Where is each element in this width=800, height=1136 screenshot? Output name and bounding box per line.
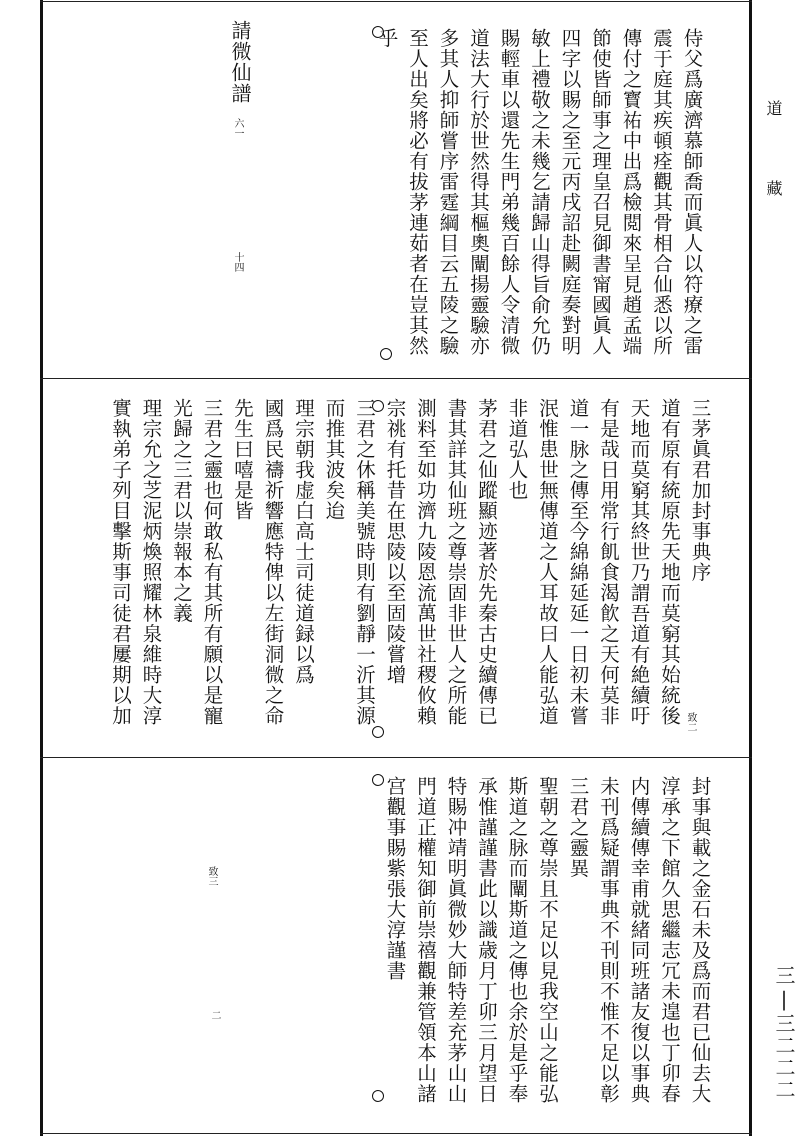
text-column: 四字以賜之至元丙戌詔赴闕庭奏對明: [558, 28, 582, 356]
circle-marker: [380, 348, 392, 360]
panel-lower-small-b: 二: [209, 1010, 220, 1020]
margin-header-top: 道: [764, 100, 783, 116]
panel-upper-page-small: 十四: [232, 252, 243, 272]
text-column: 未刊爲疑謂事典不刊則不惟不足以彰: [597, 776, 620, 1104]
bottom-rule: [40, 1133, 752, 1134]
text-column: 斯道之脉而闡斯道之傳也余於是乎奉: [505, 776, 529, 1104]
text-column: 泯惟患世無傳道之人耳故曰人能弘道: [536, 398, 559, 726]
divider-upper: [40, 378, 752, 379]
circle-marker: [372, 400, 384, 412]
text-column: 實執弟子列目擊斯事司徒君屢期以加: [109, 398, 132, 726]
text-column: 測料至如功濟九陵恩流萬世社稷攸賴: [414, 398, 437, 726]
margin-header-bottom: 藏: [764, 180, 783, 196]
text-column: 内傳續傳幸甫就緒同班諸友復以事典: [627, 776, 651, 1104]
text-column: 理宗朝我虚白高士司徒道録以爲: [292, 398, 315, 685]
text-column: 賜輕車以還先生門弟幾百餘人令清微: [497, 28, 521, 356]
circle-marker: [372, 726, 384, 738]
text-column: 書其詳其仙班之尊崇固非世人之所能: [444, 398, 468, 726]
text-column: 承惟謹謹書此以識歳月丁卯三月望日: [475, 776, 498, 1104]
text-column: 多其人抑師嘗序雷霆綱目云五陵之驗: [436, 28, 460, 356]
text-column: 敏上禮敬之未幾乞請歸山得旨俞允仍: [528, 28, 551, 356]
text-column: 有是哉日用常行飢食渴飮之天何莫非: [597, 398, 620, 726]
panel-upper-sub: 六一: [232, 118, 243, 138]
circle-marker: [372, 26, 384, 38]
text-column: 傳付之寳祐中出爲檢閲來呈見趙孟端: [619, 28, 643, 356]
text-column: 節使皆師事之理皇召見御書甯國眞人: [589, 28, 612, 356]
panel-lower-small-a: 致三: [206, 866, 217, 886]
text-column: 乎: [375, 28, 399, 49]
panel-middle-small: 致二: [685, 712, 696, 732]
text-column: 門道正權知御前崇禧觀兼管領本山諸: [414, 776, 437, 1104]
page-number: 三|三二二二: [772, 965, 796, 1101]
text-column: 宗祧有托昔在思陵以至固陵嘗增: [383, 398, 407, 685]
text-column: 而推其波矣迨: [322, 398, 346, 521]
text-column: 非道弘人也: [505, 398, 529, 501]
top-rule: [40, 1, 752, 2]
text-column: 三君之靈異: [566, 776, 590, 879]
text-column: 茅君之仙蹤顯迹著於先秦古史續傳已: [475, 398, 498, 726]
text-column: 先生曰嘻是皆: [231, 398, 254, 521]
text-column: 封事與載之金石未及爲而君已仙去大: [688, 776, 712, 1104]
text-column: 光歸之三君以崇報本之義: [170, 398, 193, 624]
text-column: 天地而莫窮其終世乃謂吾道有絶續吁: [627, 398, 651, 726]
text-column: 道有原有統原先天地而莫窮其始統後: [658, 398, 681, 726]
text-column: 三君之休稱美號時則有劉靜一沂其源: [353, 398, 376, 726]
text-column: 國爲民禱祈響應特俾以左街洞微之命: [261, 398, 285, 726]
text-column: 宫觀事賜紫張大淳謹書: [383, 776, 407, 981]
circle-marker: [372, 774, 384, 786]
text-column: 震于庭其疾頓痊觀其骨相合仙悉以所: [650, 28, 673, 356]
text-column: 特賜冲靖明眞微妙大師特差充茅山山: [444, 776, 468, 1104]
text-column: 道法大行於世然得其樞奧闡揚靈驗亦: [467, 28, 490, 356]
text-column: 理宗允之芝泥炳煥照耀林泉維時大淳: [139, 398, 163, 726]
text-column: 三茅眞君加封事典序: [688, 398, 712, 583]
text-column: 淳承之下館久思繼志冗未遑也丁卯春: [658, 776, 681, 1104]
text-column: 道一脉之傳至今綿綿延延一日初未嘗: [566, 398, 590, 726]
divider-lower: [40, 757, 752, 758]
panel-upper-title: 請微仙譜: [228, 20, 252, 104]
text-column: 三君之靈也何敢私有其所有願以是寵: [200, 398, 224, 726]
text-column: 聖朝之尊崇且不足以見我空山之能弘: [536, 776, 559, 1104]
text-column: 侍父爲廣濟慕師喬而眞人以符療之雷: [680, 28, 704, 356]
circle-marker: [372, 1090, 384, 1102]
text-column: 至人出矣將必有拔茅連茹者在豈其然: [406, 28, 429, 356]
